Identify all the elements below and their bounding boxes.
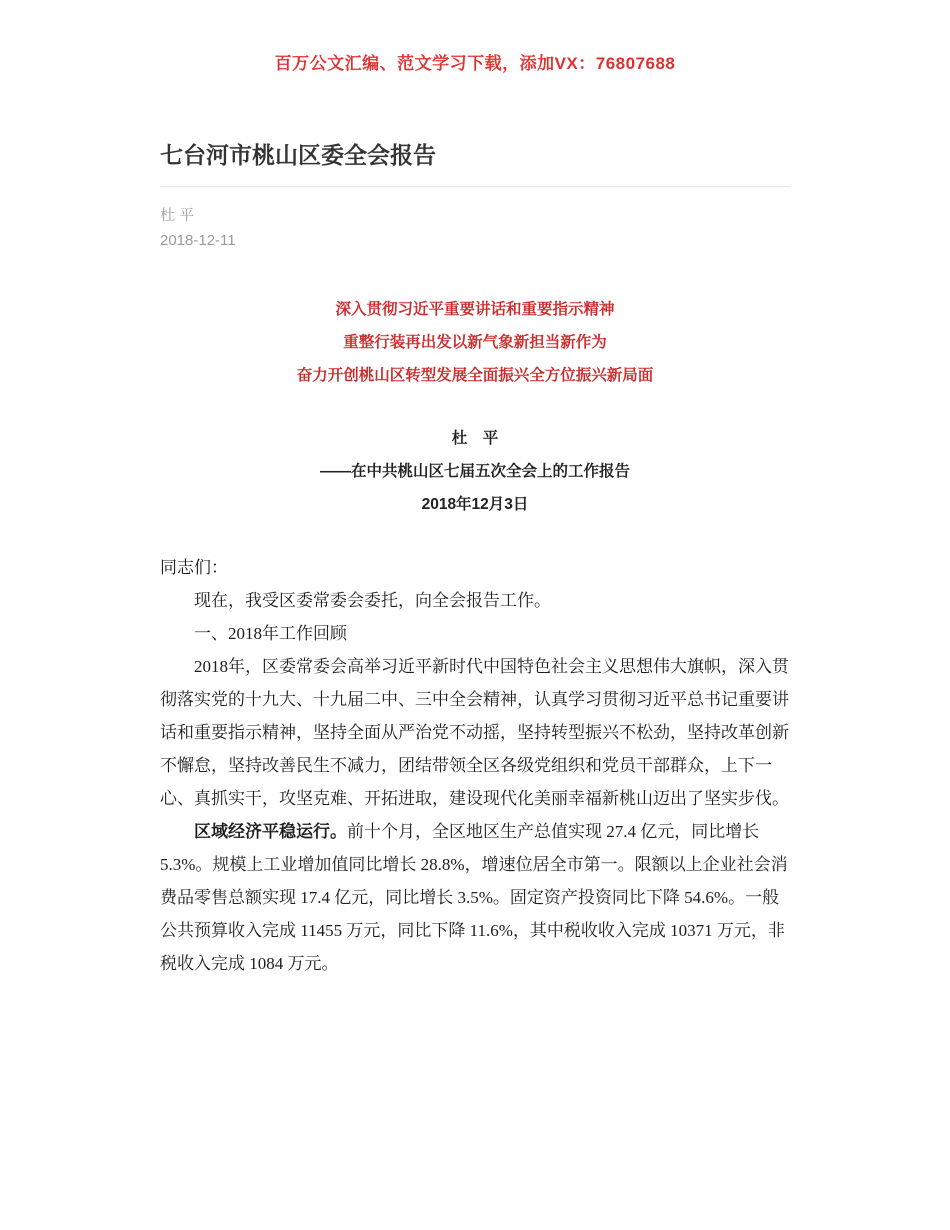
document-body (160, 551, 790, 980)
paragraph-review (160, 650, 790, 815)
report-subtitle: ——在中共桃山区七届五次全会上的工作报告 (319, 463, 630, 480)
page-title: 七台河市桃山区委全会报告 (160, 140, 790, 187)
paragraph-text: 前十个月，全区地区生产总值实现 27.4 亿元，同比增长 5.3%。规模上工业增加值同比增长 28.8%，增速位居全市第一。限额以上企业社会消费品零售总额实现 17.4 亿元，同比增长 3.5%。固定资产投资同比下降 54.6%。一般公共预算收入完成 11455 万元，同比下降 11.6%，其中税收收入完成 10371 万元，非税收入完成 1084 万元。 (160, 822, 788, 973)
document-headline-block (160, 293, 790, 392)
paragraph-text: 同志们： (160, 558, 228, 577)
paragraph-section-heading (160, 617, 790, 650)
paragraph-economy (160, 815, 790, 980)
headline-line-2: 重整行装再出发以新气象新担当新作为 (343, 334, 607, 351)
promo-banner: 百万公文汇编、范文学习下载，添加VX：76807688 (274, 54, 676, 73)
document-page (160, 0, 790, 1040)
paragraph-text: 一、2018年工作回顾 (194, 624, 347, 643)
headline-line-3: 奋力开创桃山区转型发展全面振兴全方位振兴新局面 (296, 367, 654, 384)
paragraph-bold-lead: 区域经济平稳运行。 (194, 822, 347, 841)
paragraph-intro (160, 584, 790, 617)
paragraph-salutation (160, 551, 790, 584)
document-byline-block (160, 422, 790, 521)
headline-line-1: 深入贯彻习近平重要讲话和重要指示精神 (335, 301, 615, 318)
speaker-name: 杜 平 (451, 430, 499, 447)
report-date: 2018年12月3日 (421, 496, 529, 513)
article-author: 杜 平 (160, 207, 195, 224)
paragraph-text: 现在，我受区委常委会委托，向全会报告工作。 (194, 591, 551, 610)
article-meta (160, 203, 790, 253)
paragraph-text: 2018年，区委常委会高举习近平新时代中国特色社会主义思想伟大旗帜，深入贯彻落实党的十九大、十九届二中、三中全会精神，认真学习贯彻习近平总书记重要讲话和重要指示精神，坚持全面从严治党不动摇，坚持转型振兴不松劲，坚持改革创新不懈怠，坚持改善民生不减力，团结带领全区各级党组织和党员干部群众，上下一心、真抓实干，攻坚克难、开拓进取，建设现代化美丽幸福新桃山迈出了坚实步伐。 (160, 657, 789, 808)
article-date: 2018-12-11 (160, 232, 236, 249)
